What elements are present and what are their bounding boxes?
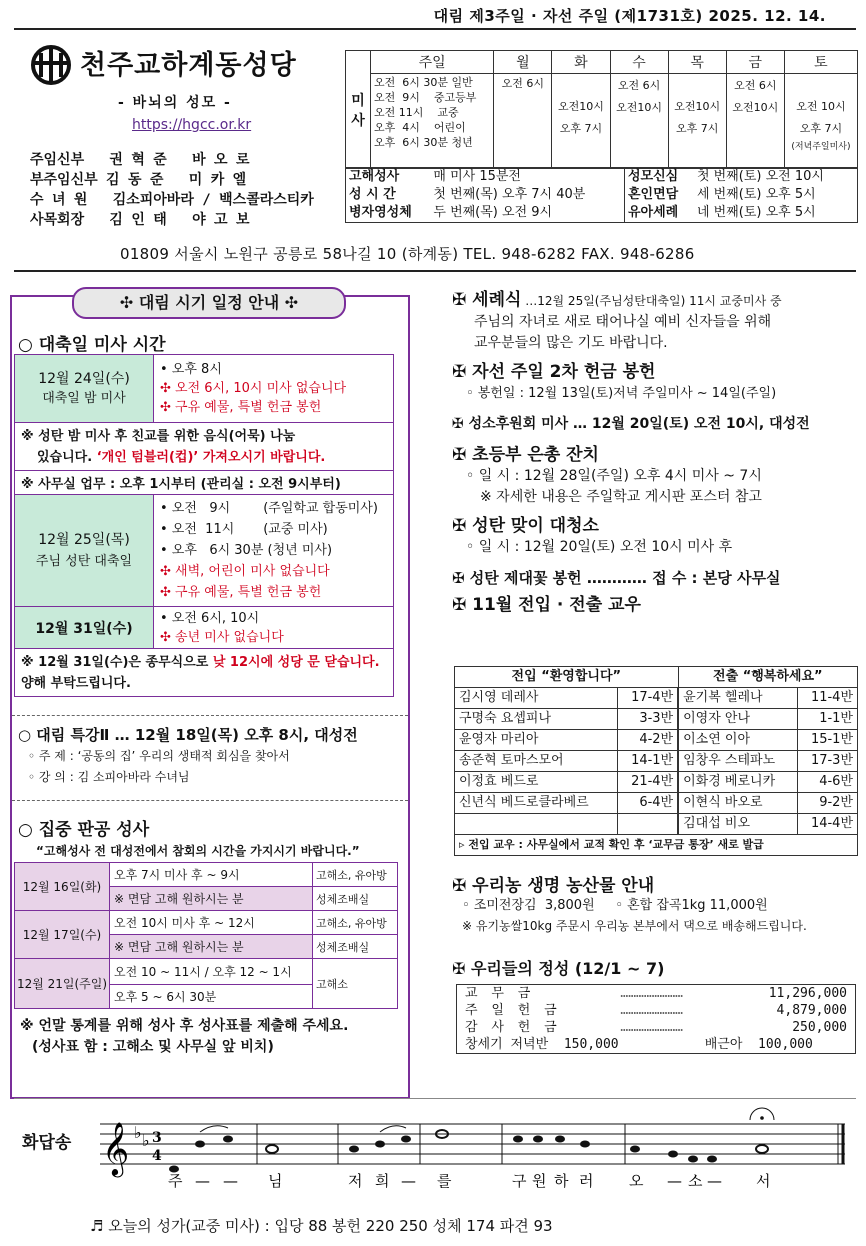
svg-text:님: 님 <box>268 1172 283 1188</box>
svg-text:♭: ♭ <box>134 1123 142 1142</box>
wednesday-masses: 오전 6시 오전10시 <box>610 74 668 169</box>
transfer-out-name: 임창우 스테파노 <box>678 751 797 772</box>
svg-text:♭: ♭ <box>142 1131 150 1150</box>
transfer-row <box>455 709 858 730</box>
hymn-numbers: ♬ 오늘의 성가(교중 미사) : 입당 88 봉헌 220 250 성체 174 파견 93 <box>90 1217 553 1235</box>
transfer-in-unit: 21-4반 <box>618 772 679 793</box>
advent-banner: ✣ 대림 시기 일정 안내 ✣ <box>72 287 346 319</box>
transfer-in-name: 이정효 베드로 <box>455 772 618 793</box>
svg-text:를: 를 <box>437 1172 452 1188</box>
church-motto: - 바뇌의 성모 - <box>118 95 232 111</box>
saturday-masses: 오전 10시 오후 7시 (저녁주일미사) <box>784 74 857 169</box>
svg-text:원: 원 <box>532 1172 547 1188</box>
office-hours-note: ※ 사무실 업무 : 오후 1시부터 (관리실 : 오전 9시부터) <box>15 471 394 495</box>
friday-masses: 오전 6시 오전10시 <box>726 74 784 169</box>
svg-text:서: 서 <box>756 1172 771 1188</box>
transfer-out-unit: 1-1반 <box>797 709 857 730</box>
transfer-out-unit: 14-4반 <box>797 814 857 835</box>
confession-quote: “고해성사 전 대성전에서 참회의 시간을 가지시기 바랍니다.” <box>36 844 360 858</box>
transfer-out-name: 이소연 이아 <box>678 730 797 751</box>
divider-2 <box>12 800 408 801</box>
vocation-mass-notice: ✠ 성소후원회 미사 … 12월 20일(토) 오전 10시, 대성전 <box>452 416 810 432</box>
transfer-row <box>455 772 858 793</box>
day-mon: 월 <box>494 51 552 74</box>
svg-text:—: — <box>667 1172 682 1188</box>
music-rule <box>14 1098 856 1099</box>
staff-associate: 부주임신부 김 동 준 미 카 엘 <box>30 172 247 188</box>
issue-date: 대림 제3주일 · 자선 주일 (제1731호) 2025. 12. 14. <box>433 7 826 25</box>
transfer-out-name: 김대섭 비오 <box>678 814 797 835</box>
psalm-label: 화답송 <box>22 1133 72 1153</box>
year-end-note: ※ 12월 31일(수)은 종무식으로 낮 12시에 성당 문 닫습니다. 양해 부탁드립니다. <box>15 649 394 697</box>
confession-heading: ○ 집중 판공 성사 <box>18 820 150 840</box>
transfer-out-name: 이영자 안나 <box>678 709 797 730</box>
sunday-masses: 오전 6시 30분 일반 오전 9시 중고등부 오전 11시 교중 오후 4시 어린이 오후 6시 30분 청년 <box>371 74 494 169</box>
transfer-out-name: 윤기복 헬레나 <box>678 688 797 709</box>
psalm-music-staff <box>90 1104 850 1188</box>
church-logo-icon <box>25 45 77 85</box>
transfer-in-name: 구명숙 요셉피나 <box>455 709 618 730</box>
svg-text:구: 구 <box>512 1172 527 1188</box>
sacrament-info-table: 고해성사 매 미사 15분전 성모신심 첫 번째(토) 오전 10시 성 시 간 첫 번째(목) 오후 7시 40분 혼인면담 세 번째(토) 오후 5시 병자영성체 두 번째(목) 오전 9시 유아세례 네 번째(토) 오후 5시 <box>345 167 858 223</box>
staff-council: 사목회장 김 인 태 야 고 보 <box>30 212 250 228</box>
tuesday-masses: 오전10시 오후 7시 <box>552 74 610 169</box>
transfer-out-unit: 4-6반 <box>797 772 857 793</box>
day-fri: 금 <box>726 51 784 74</box>
dec24-times: • 오후 8시 ✣ 오전 6시, 10시 미사 없습니다 ✣ 구유 예물, 특별 헌금 봉헌 <box>154 355 394 423</box>
transfer-in-unit: 6-4반 <box>618 793 679 814</box>
transfer-in-unit: 4-2반 <box>618 730 679 751</box>
dec31-times: • 오전 6시, 10시 ✣ 송년 미사 없습니다 <box>154 607 394 649</box>
transfer-in-name: 송준혁 토마스모어 <box>455 751 618 772</box>
kids-party-notice: ✠ 초등부 은총 잔치 ◦ 일 시 : 12월 28일(주일) 오후 4시 미사 ~ 7시 ※ 자세한 내용은 주일학교 게시판 포스터 참고 <box>452 445 762 505</box>
confession-table: 12월 16일(화) 오후 7시 미사 후 ~ 9시 고해소, 유아방 ※ 면담 고해 원하시는 분 성체조배실 12월 17일(수) 오전 10시 미사 후 ~ 12시 고해소, 유아방 ※ 면담 고해 원하시는 분 성체조배실 12월 21일(주일) 오전 10 ~ 11시 / 오후 12 ~ 1시 고해소 오후 5 ~ 6시 30분 <box>14 862 398 1009</box>
mass-side-label: 미사 <box>346 51 371 169</box>
transfer-in-unit <box>618 814 679 835</box>
svg-text:희: 희 <box>375 1172 390 1188</box>
svg-text:주: 주 <box>168 1172 183 1188</box>
farm-notice: ✠ 우리농 생명 농산물 안내 ◦ 조미전장김 3,800원 ◦ 혼합 잡곡1kg 11,000원 ※ 유기농쌀10kg 주문시 우리농 본부에서 댁으로 배송해드립니다. <box>452 876 807 933</box>
transfer-row <box>455 688 858 709</box>
svg-text:오: 오 <box>629 1172 644 1188</box>
christmas-mass-table <box>14 354 394 697</box>
charity-notice: ✠ 자선 주일 2차 헌금 봉헌 ◦ 봉헌일 : 12월 13일(토)저녁 주일미사 ~ 14일(주일) <box>452 362 777 401</box>
transfer-heading: ✠ 11월 전입 · 전출 교우 <box>452 595 641 615</box>
church-address: 01809 서울시 노원구 공릉로 58나길 10 (하계동) TEL. 948-6282 FAX. 948-6286 <box>120 245 695 263</box>
transfer-in-unit: 14-1반 <box>618 751 679 772</box>
day-thu: 목 <box>668 51 726 74</box>
svg-text:소: 소 <box>688 1172 703 1188</box>
transfer-out-name: 이현식 바오로 <box>678 793 797 814</box>
address-rule <box>14 270 856 272</box>
church-url-link[interactable]: https://hgcc.or.kr <box>132 117 252 133</box>
transfer-row <box>455 730 858 751</box>
transfer-in-name: 윤영자 마리아 <box>455 730 618 751</box>
transfer-in-unit: 3-3반 <box>618 709 679 730</box>
confession-note: ※ 언말 통계를 위해 성사 후 성사표를 제출해 주세요. (성사표 함 : 고해소 및 사무실 앞 비치) <box>20 1018 349 1055</box>
monday-masses: 오전 6시 <box>494 74 552 169</box>
baptism-notice: ✠ 세례식 …12월 25일(주님성탄대축일) 11시 교중미사 중 주님의 자녀로 새로 태어나실 예비 신자들을 위해 교우분들의 많은 기도 바랍니다. <box>452 290 782 351</box>
transfer-in-name <box>455 814 618 835</box>
svg-text:저: 저 <box>348 1172 363 1188</box>
transfer-out-unit: 17-3반 <box>797 751 857 772</box>
staff-list <box>30 150 314 230</box>
church-name: 천주교하계동성당 <box>80 50 297 81</box>
christmas-mass-heading: ○ 대축일 미사 시간 <box>18 335 166 355</box>
svg-text:—: — <box>401 1172 416 1188</box>
transfer-out-name: 이화경 베로니카 <box>678 772 797 793</box>
transfer-in-name: 신년식 베드로클라베르 <box>455 793 618 814</box>
altar-flower-notice: ✠ 성탄 제대꽃 봉헌 ………… 접 수 : 본당 사무실 <box>452 569 781 587</box>
divider-1 <box>12 715 408 716</box>
transfer-out-unit: 15-1반 <box>797 730 857 751</box>
dec25-times: • 오전 9시 (주일학교 합동미사) • 오전 11시 (교중 미사) • 오후 6시 30분 (청년 미사) ✣ 새벽, 어린이 미사 없습니다 ✣ 구유 예물, 특별 헌금 봉헌 <box>154 495 394 607</box>
svg-text:—: — <box>195 1172 210 1188</box>
svg-text:러: 러 <box>579 1172 594 1188</box>
offering-heading: ✠ 우리들의 정성 (12/1 ~ 7) <box>452 959 665 978</box>
staff-pastor: 주임신부 권 혁 준 바 오 로 <box>30 152 250 168</box>
header-rule <box>14 28 856 30</box>
transfer-in-header: 전입 “환영합니다” <box>455 667 679 688</box>
transfer-row <box>455 751 858 772</box>
day-tue: 화 <box>552 51 610 74</box>
staff-sisters: 수 녀 원 김소피아바라 / 백스콜라스티카 <box>30 192 314 208</box>
dec24-cell: 12월 24일(수) 대축일 밤 미사 <box>15 355 154 423</box>
advent-lecture: ○ 대림 특강Ⅱ … 12월 18일(목) 오후 8시, 대성전 ◦ 주 제 : ‘공동의 집’ 우리의 생태적 회심을 찾아서 ◦ 강 의 : 김 소피아바라 수녀님 <box>18 726 358 784</box>
day-sat: 토 <box>784 51 857 74</box>
dec25-cell: 12월 25일(목) 주님 성탄 대축일 <box>15 495 154 607</box>
transfer-row <box>455 814 858 835</box>
transfer-in-unit: 17-4반 <box>618 688 679 709</box>
treble-clef-icon: 𝄞 <box>102 1121 130 1175</box>
transfer-out-unit: 11-4반 <box>797 688 857 709</box>
day-wed: 수 <box>610 51 668 74</box>
transfer-table <box>454 666 858 856</box>
transfer-in-name: 김시영 데레사 <box>455 688 618 709</box>
svg-text:—: — <box>707 1172 722 1188</box>
transfer-out-header: 전출 “행복하세요” <box>678 667 857 688</box>
right-column <box>452 290 860 616</box>
cleaning-notice: ✠ 성탄 맞이 대청소 ◦ 일 시 : 12월 20일(토) 오전 10시 미사 후 <box>452 516 733 555</box>
transfer-row <box>455 793 858 814</box>
mass-schedule-table <box>345 50 858 169</box>
svg-text:—: — <box>223 1172 238 1188</box>
thursday-masses: 오전10시 오후 7시 <box>668 74 726 169</box>
dec31-cell: 12월 31일(수) <box>15 607 154 649</box>
psalm-lyrics <box>168 1172 771 1188</box>
time-signature: 3 <box>152 1130 162 1146</box>
svg-text:4: 4 <box>152 1148 162 1164</box>
day-sun: 주일 <box>371 51 494 74</box>
transfer-note: ▹ 전입 교우 : 사무실에서 교적 확인 후 ‘교무금 통장’ 새로 발급 <box>455 835 858 856</box>
offering-table: 교 무 금 …………………… 11,296,000 주 일 헌 금 …………………… 4,879,000 감 사 헌 금 …………………… 250,000 창세기 저녁반 150,000 배근아 100,000 <box>456 984 856 1054</box>
svg-text:하: 하 <box>554 1172 569 1188</box>
food-sharing-note: ※ 성탄 밤 미사 후 친교를 위한 음식(어묵) 나눔 있습니다. ‘개인 텀블러(컵)’ 가져오시기 바랍니다. <box>15 423 394 471</box>
transfer-out-unit: 9-2반 <box>797 793 857 814</box>
